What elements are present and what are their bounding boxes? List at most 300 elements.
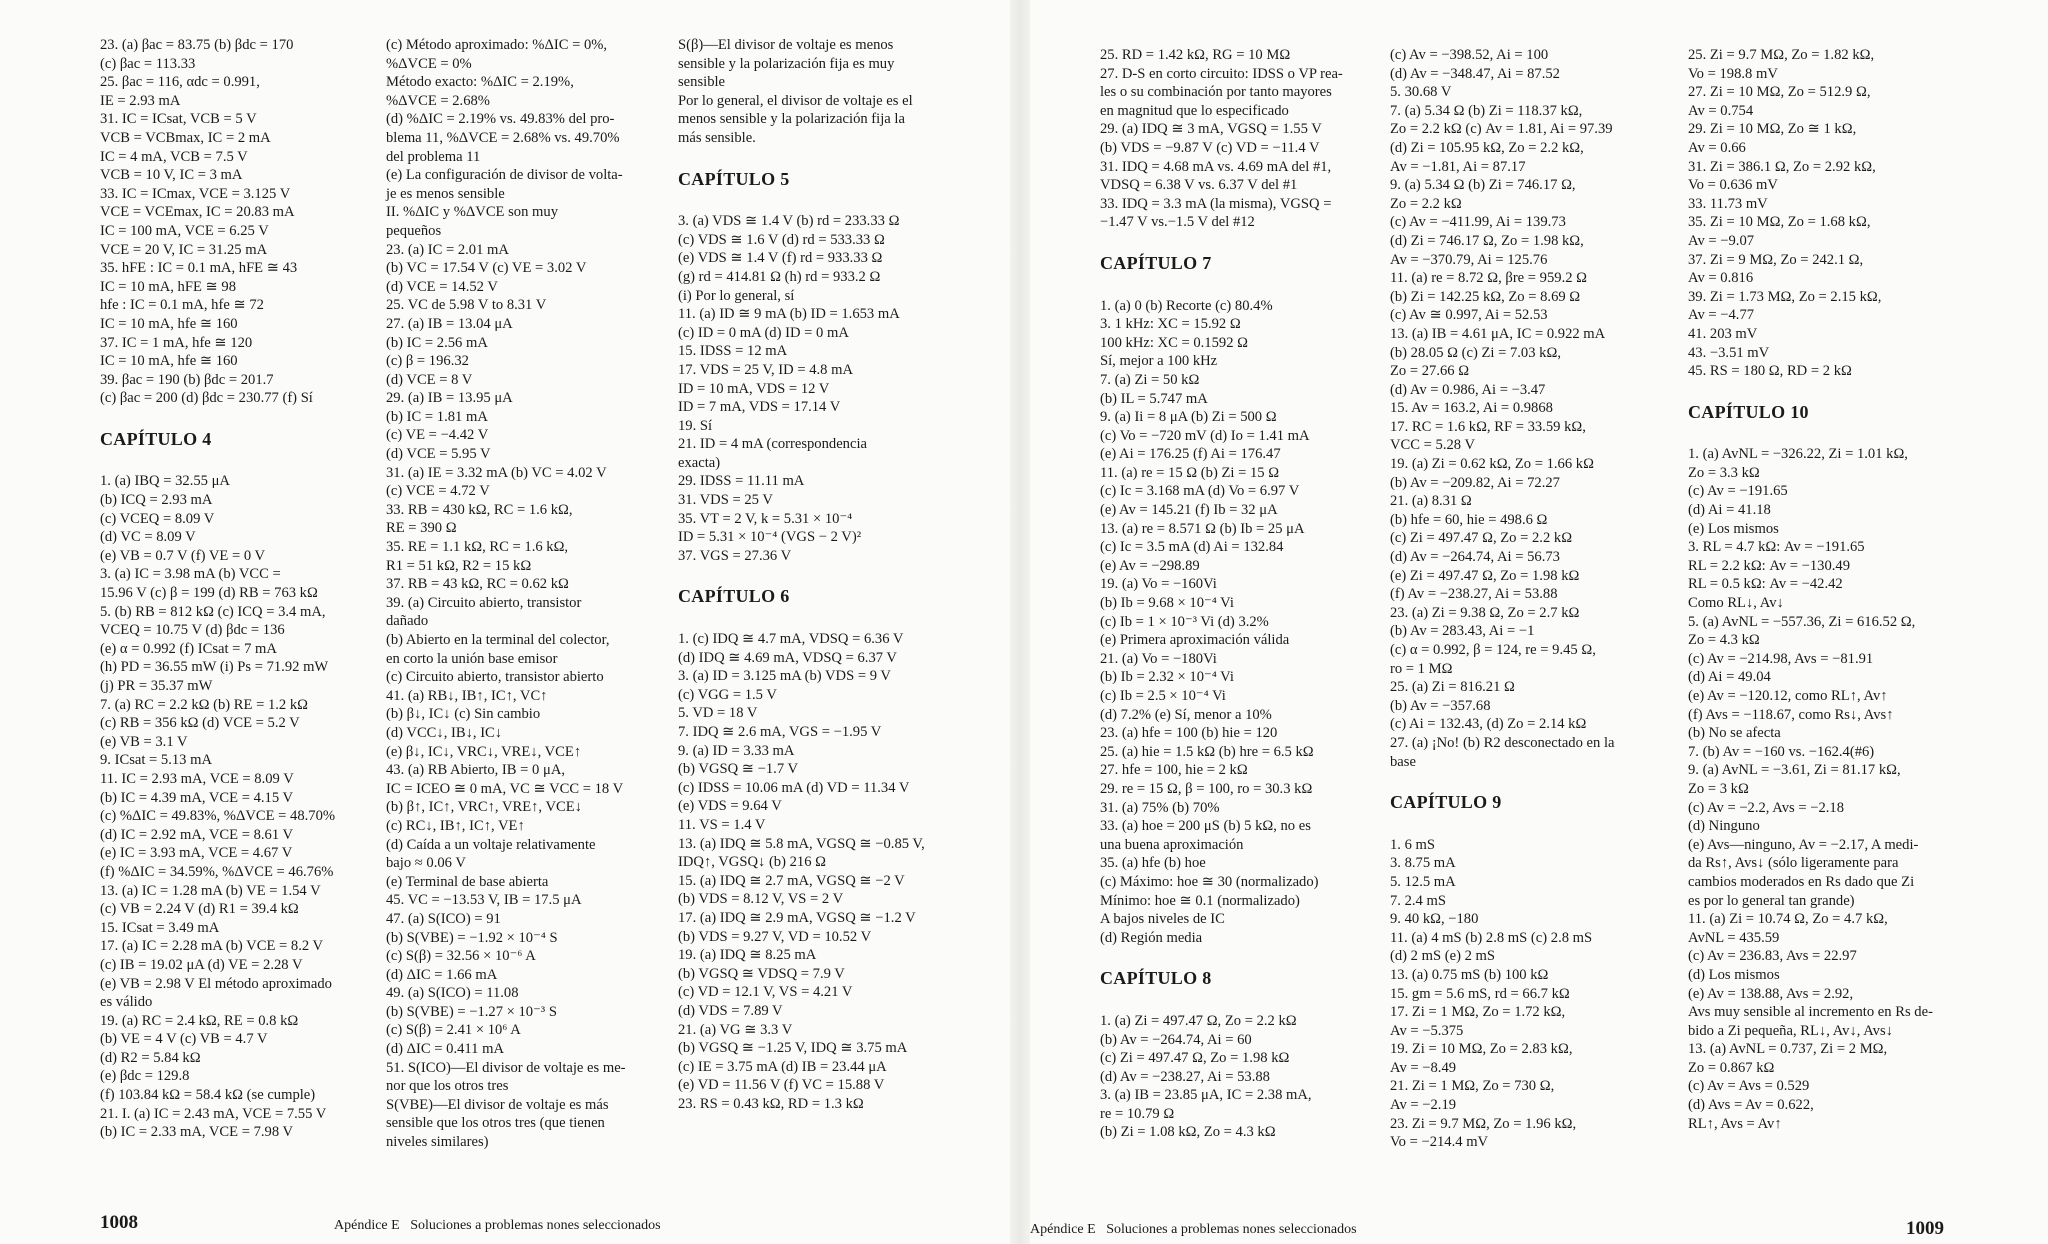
answer-line: (i) Por lo general, sí xyxy=(678,287,795,304)
right-column-3 xyxy=(1688,46,1933,1133)
answer-line: 19. (a) Vo = −160Vi xyxy=(1100,576,1217,593)
answer-line: exacta) xyxy=(678,454,721,471)
answer-line: 5. (a) AvNL = −557.36, Zi = 616.52 Ω, xyxy=(1688,613,1916,630)
answer-line: Vo = 198.8 mV xyxy=(1688,65,1778,82)
answer-line: 1. (c) IDQ ≅ 4.7 mA, VDSQ = 6.36 V xyxy=(678,631,904,648)
answer-line: 3. RL = 4.7 kΩ: Av = −191.65 xyxy=(1688,539,1865,556)
answer-line: (d) Av = −238.27, Ai = 53.88 xyxy=(1100,1068,1270,1085)
answer-line: (f) 103.84 kΩ = 58.4 kΩ (se cumple) xyxy=(100,1087,316,1104)
answer-line: 39. βac = 190 (b) βdc = 201.7 xyxy=(100,371,274,388)
answer-line: (d) %ΔIC = 2.19% vs. 49.83% del pro- xyxy=(386,111,615,128)
answer-line: (b) IC = 2.33 mA, VCE = 7.98 V xyxy=(100,1124,294,1141)
answer-line: 31. (a) 75% (b) 70% xyxy=(1100,799,1220,816)
answer-line: (e) Av = 145.21 (f) Ib = 32 μA xyxy=(1100,502,1278,519)
answer-line: (d) Ninguno xyxy=(1688,818,1760,835)
answer-line: RL = 0.5 kΩ: Av = −42.42 xyxy=(1688,576,1843,593)
answer-line: (c) Ib = 1 × 10⁻³ Vi (d) 3.2% xyxy=(1100,613,1269,630)
answer-line: (c) Av = −191.65 xyxy=(1688,483,1788,500)
answer-line: (e) α = 0.992 (f) ICsat = 7 mA xyxy=(100,640,277,657)
answer-line: IC = 10 mA, hFE ≅ 98 xyxy=(100,278,236,295)
answer-line: 51. S(ICO)—El divisor de voltaje es me- xyxy=(386,1059,626,1076)
answer-line: del problema 11 xyxy=(386,148,481,165)
answer-line: 7. (b) Av = −160 vs. −162.4(#6) xyxy=(1688,743,1875,760)
answer-line: (e) VDS ≅ 1.4 V (f) rd = 933.33 Ω xyxy=(678,250,883,267)
answer-line: (c) VE = −4.42 V xyxy=(386,427,489,444)
answer-line: 3. 8.75 mA xyxy=(1390,855,1456,872)
answer-line: Vo = 0.636 mV xyxy=(1688,177,1778,194)
answer-line: 7. 2.4 mS xyxy=(1390,892,1446,909)
answer-line: 19. (a) RC = 2.4 kΩ, RE = 0.8 kΩ xyxy=(100,1012,299,1029)
answer-line: 31. Zi = 386.1 Ω, Zo = 2.92 kΩ, xyxy=(1688,158,1876,175)
answer-line: 7. (a) RC = 2.2 kΩ (b) RE = 1.2 kΩ xyxy=(100,696,308,713)
answer-line: 37. RB = 43 kΩ, RC = 0.62 kΩ xyxy=(386,576,569,593)
answer-line: (c) VGG = 1.5 V xyxy=(678,686,777,703)
answer-line: (d) Zi = 105.95 kΩ, Zo = 2.2 kΩ, xyxy=(1390,139,1584,156)
answer-line: 11. (a) 4 mS (b) 2.8 mS (c) 2.8 mS xyxy=(1390,929,1593,946)
answer-line: (b) Av = −357.68 xyxy=(1390,697,1491,714)
answer-line: (d) Los mismos xyxy=(1688,966,1780,983)
answer-line: 41. 203 mV xyxy=(1688,325,1758,342)
answer-line: da Rs↑, Avs↓ (sólo ligeramente para xyxy=(1688,855,1899,872)
answer-line: (f) Av = −238.27, Ai = 53.88 xyxy=(1390,586,1558,603)
answer-line: dañado xyxy=(386,613,429,630)
answer-line: 43. (a) RB Abierto, IB = 0 μA, xyxy=(386,762,566,779)
answer-line: (d) IDQ ≅ 4.69 mA, VDSQ = 6.37 V xyxy=(678,649,897,666)
answer-line: (h) PD = 36.55 mW (i) Ps = 71.92 mW xyxy=(100,659,329,676)
answer-line: (b) Av = −264.74, Ai = 60 xyxy=(1100,1031,1252,1048)
answer-lines xyxy=(100,36,335,408)
answer-line: (e) VB = 0.7 V (f) VE = 0 V xyxy=(100,547,266,564)
answer-line: (c) Av = −398.52, Ai = 100 xyxy=(1390,47,1549,63)
answer-line: Zo = 3.3 kΩ xyxy=(1688,464,1760,481)
answer-line: (c) β = 196.32 xyxy=(386,353,469,370)
answer-line: 3. 1 kHz: XC = 15.92 Ω xyxy=(1100,316,1241,333)
answer-line: Av = −1.81, Ai = 87.17 xyxy=(1390,158,1526,175)
answer-line: (g) rd = 414.81 Ω (h) rd = 933.2 Ω xyxy=(678,268,881,285)
left-page xyxy=(0,0,1010,1244)
answer-line: 17. (a) IDQ ≅ 2.9 mA, VGSQ ≅ −1.2 V xyxy=(678,909,916,926)
answer-line: Av = −370.79, Ai = 125.76 xyxy=(1390,251,1548,268)
answer-line: (e) Av = −298.89 xyxy=(1100,557,1200,574)
answer-line: (c) %ΔIC = 49.83%, %ΔVCE = 48.70% xyxy=(100,808,336,825)
answer-line: 31. IDQ = 4.68 mA vs. 4.69 mA del #1, xyxy=(1100,158,1332,175)
answer-lines xyxy=(1100,297,1343,948)
answer-line: Av = 0.66 xyxy=(1688,139,1746,156)
answer-line: (f) Avs = −118.67, como Rs↓, Avs↑ xyxy=(1688,706,1894,723)
answer-line: VCE = VCEmax, IC = 20.83 mA xyxy=(100,204,295,221)
answer-line: 33. 11.73 mV xyxy=(1688,195,1768,212)
answer-line: AvNL = 435.59 xyxy=(1688,929,1780,946)
answer-line: 31. (a) IE = 3.32 mA (b) VC = 4.02 V xyxy=(386,464,607,481)
answer-line: IC = 4 mA, VCB = 7.5 V xyxy=(100,148,248,165)
answer-line: (b) VDS = 8.12 V, VS = 2 V xyxy=(678,891,844,908)
answer-line: (c) S(β) = 2.41 × 10⁶ A xyxy=(386,1022,521,1039)
answer-line: 25. βac = 116, αdc = 0.991, xyxy=(100,74,260,91)
chapter-heading: CAPÍTULO 5 xyxy=(678,168,790,189)
answer-line: (b) VDS = 9.27 V, VD = 10.52 V xyxy=(678,928,872,945)
answer-line: bido a Zi pequeña, RL↓, Av↓, Avs↓ xyxy=(1688,1022,1893,1039)
answer-line: (d) Región media xyxy=(1100,929,1203,946)
answer-line: 15.96 V (c) β = 199 (d) RB = 763 kΩ xyxy=(100,585,318,602)
answer-line: 21. (a) VG ≅ 3.3 V xyxy=(678,1021,793,1038)
answer-line: 23. (a) βac = 83.75 (b) βdc = 170 xyxy=(100,37,294,53)
answer-line: 29. re = 15 Ω, β = 100, ro = 30.3 kΩ xyxy=(1100,780,1313,797)
answer-line: RE = 390 Ω xyxy=(386,520,457,537)
answer-line: II. %ΔIC y %ΔVCE son muy xyxy=(386,204,558,221)
answer-line: les o su combinación por tanto mayores xyxy=(1100,84,1332,101)
answer-line: 13. (a) 0.75 mS (b) 100 kΩ xyxy=(1390,966,1549,983)
answer-line: Por lo general, el divisor de voltaje es el xyxy=(678,92,913,109)
answer-line: (c) VD = 12.1 V, VS = 4.21 V xyxy=(678,984,853,1001)
answer-line: (d) Ai = 41.18 xyxy=(1688,502,1771,519)
answer-line: (d) Av = −348.47, Ai = 87.52 xyxy=(1390,65,1560,82)
answer-line: 45. RS = 180 Ω, RD = 2 kΩ xyxy=(1688,363,1852,380)
answer-line: 23. (a) IC = 2.01 mA xyxy=(386,241,509,258)
answer-line: Av = −5.375 xyxy=(1390,1022,1464,1039)
answer-line: base xyxy=(1390,753,1416,770)
answer-line: es por lo general tan grande) xyxy=(1688,892,1855,909)
answer-line: 35. Zi = 10 MΩ, Zo = 1.68 kΩ, xyxy=(1688,214,1871,231)
right-page xyxy=(1030,0,2048,1244)
answer-line: (d) Av = 0.986, Ai = −3.47 xyxy=(1390,381,1546,398)
answer-lines xyxy=(100,472,335,1141)
answer-lines xyxy=(1390,836,1615,1152)
answer-line: 7. (a) Zi = 50 kΩ xyxy=(1100,371,1200,388)
answer-line: 27. D-S en corto circuito: IDSS o VP rea- xyxy=(1100,65,1343,82)
answer-line: ID = 5.31 × 10⁻⁴ (VGS − 2 V)² xyxy=(678,529,862,546)
answer-line: je es menos sensible xyxy=(386,185,505,202)
answer-line: 33. RB = 430 kΩ, RC = 1.6 kΩ, xyxy=(386,501,573,518)
answer-line: (d) VCE = 14.52 V xyxy=(386,278,498,295)
answer-line: 25. (a) hie = 1.5 kΩ (b) hre = 6.5 kΩ xyxy=(1100,743,1314,760)
answer-line: (b) hfe = 60, hie = 498.6 Ω xyxy=(1390,511,1548,528)
chapter-heading: CAPÍTULO 8 xyxy=(1100,968,1212,989)
answer-line: (c) VCE = 4.72 V xyxy=(386,483,490,500)
answer-line: (b) No se afecta xyxy=(1688,725,1781,742)
answer-line: (c) Av = −2.2, Avs = −2.18 xyxy=(1688,799,1845,816)
answer-line: Zo = 2.2 kΩ xyxy=(1390,195,1462,212)
answer-line: 41. (a) RB↓, IB↑, IC↑, VC↑ xyxy=(386,687,548,704)
answer-lines xyxy=(1100,1012,1343,1142)
answer-line: sensible xyxy=(678,74,726,91)
answer-line: (c) Av = −411.99, Ai = 139.73 xyxy=(1390,214,1566,231)
answer-line: (b) ICQ = 2.93 mA xyxy=(100,492,213,509)
answer-line: (c) ID = 0 mA (d) ID = 0 mA xyxy=(678,324,849,341)
answer-line: (b) β↑, IC↑, VRC↑, VRE↑, VCE↓ xyxy=(386,799,582,816)
answer-line: 11. (a) re = 8.72 Ω, βre = 959.2 Ω xyxy=(1390,270,1588,287)
answer-line: 19. Zi = 10 MΩ, Zo = 2.83 kΩ, xyxy=(1390,1041,1573,1058)
answer-line: (e) VD = 11.56 V (f) VC = 15.88 V xyxy=(678,1077,885,1094)
answer-line: pequeños xyxy=(386,222,442,239)
answer-line: (b) Zi = 142.25 kΩ, Zo = 8.69 Ω xyxy=(1390,288,1581,305)
answer-line: 25. (a) Zi = 816.21 Ω xyxy=(1390,679,1515,696)
answer-line: 13. (a) IC = 1.28 mA (b) VE = 1.54 V xyxy=(100,882,321,899)
answer-line: 21. ID = 4 mA (correspondencia xyxy=(678,436,867,453)
answer-line: IE = 2.93 mA xyxy=(100,92,181,109)
answer-line: (e) VB = 3.1 V xyxy=(100,733,188,750)
answer-line: (c) S(β) = 32.56 × 10⁻⁶ A xyxy=(386,948,536,965)
answer-line: 9. (a) ID = 3.33 mA xyxy=(678,742,795,759)
page-number: 1008 xyxy=(100,1212,138,1233)
answer-line: hfe : IC = 0.1 mA, hfe ≅ 72 xyxy=(100,297,264,314)
chapter-heading: CAPÍTULO 4 xyxy=(100,428,212,449)
answer-line: Zo = 3 kΩ xyxy=(1688,780,1749,797)
answer-line: 27. hfe = 100, hie = 2 kΩ xyxy=(1100,762,1248,779)
answer-line: IC = ICEO ≅ 0 mA, VC ≅ VCC = 18 V xyxy=(386,780,624,797)
answer-line: R1 = 51 kΩ, R2 = 15 kΩ xyxy=(386,557,532,574)
running-footer: Apéndice E Soluciones a problemas nones seleccionados xyxy=(1030,1222,1357,1237)
answer-line: (c) RC↓, IB↑, IC↑, VE↑ xyxy=(386,817,525,834)
answer-line: (c) RB = 356 kΩ (d) VCE = 5.2 V xyxy=(100,715,300,732)
answer-line: (d) Ai = 49.04 xyxy=(1688,669,1771,686)
answer-lines xyxy=(1688,46,1933,381)
answer-line: 5. 12.5 mA xyxy=(1390,873,1456,890)
answer-line: (c) IE = 3.75 mA (d) IB = 23.44 μA xyxy=(678,1058,887,1075)
chapter-heading: CAPÍTULO 9 xyxy=(1390,792,1502,813)
answer-line: 33. IDQ = 3.3 mA (la misma), VGSQ = xyxy=(1100,195,1332,212)
answer-line: Av = −8.49 xyxy=(1390,1059,1457,1076)
answer-line: (d) Zi = 746.17 Ω, Zo = 1.98 kΩ, xyxy=(1390,232,1584,249)
answer-lines xyxy=(678,630,925,1113)
left-column-1 xyxy=(100,36,335,1142)
answer-line: 11. (a) ID ≅ 9 mA (b) ID = 1.653 mA xyxy=(678,306,900,323)
answer-line: 19. (a) IDQ ≅ 8.25 mA xyxy=(678,947,817,964)
answer-line: (e) Terminal de base abierta xyxy=(386,873,549,890)
answer-line: (d) VC = 8.09 V xyxy=(100,529,196,546)
answer-line: 3. (a) VDS ≅ 1.4 V (b) rd = 233.33 Ω xyxy=(678,213,900,230)
answer-line: VCB = 10 V, IC = 3 mA xyxy=(100,167,243,184)
answer-line: IC = 100 mA, VCE = 6.25 V xyxy=(100,222,269,239)
answer-line: (c) α = 0.992, β = 124, re = 9.45 Ω, xyxy=(1390,642,1596,658)
answer-line: (c) Ai = 132.43, (d) Zo = 2.14 kΩ xyxy=(1390,716,1587,733)
answer-line: 1. (a) IBQ = 32.55 μA xyxy=(100,473,230,490)
answer-line: (b) S(VBE) = −1.92 × 10⁻⁴ S xyxy=(386,929,558,946)
answer-line: (e) Avs—ninguno, Av = −2.17, A medi- xyxy=(1688,836,1919,853)
answer-lines xyxy=(1390,46,1615,771)
answer-line: VCC = 5.28 V xyxy=(1390,437,1475,454)
answer-line: (e) β↓, IC↓, VRC↓, VRE↓, VCE↑ xyxy=(386,743,582,760)
answer-line: (b) IL = 5.747 mA xyxy=(1100,390,1208,407)
answer-line: una buena aproximación xyxy=(1100,836,1244,853)
answer-line: VCE = 20 V, IC = 31.25 mA xyxy=(100,241,268,258)
answer-line: 35. VT = 2 V, k = 5.31 × 10⁻⁴ xyxy=(678,510,853,527)
page-number: 1009 xyxy=(1906,1218,1944,1239)
answer-line: (c) Vo = −720 mV (d) Io = 1.41 mA xyxy=(1100,427,1310,444)
answer-line: cambios moderados en Rs dado que Zi xyxy=(1688,873,1915,890)
answer-line: 100 kHz: XC = 0.1592 Ω xyxy=(1100,334,1248,351)
answer-line: (e) Av = −120.12, como RL↑, Av↑ xyxy=(1688,688,1888,704)
answer-line: (d) Avs = Av = 0.622, xyxy=(1688,1097,1814,1114)
answer-line: (c) Ic = 3.5 mA (d) Ai = 132.84 xyxy=(1100,539,1284,556)
answer-line: niveles similares) xyxy=(386,1134,489,1151)
answer-line: 1. (a) 0 (b) Recorte (c) 80.4% xyxy=(1100,297,1273,314)
answer-line: ID = 10 mA, VDS = 12 V xyxy=(678,380,830,397)
answer-line: Mínimo: hoe ≅ 0.1 (normalizado) xyxy=(1100,892,1300,909)
answer-line: (e) Primera aproximación válida xyxy=(1100,632,1290,649)
answer-line: 17. (a) IC = 2.28 mA (b) VCE = 8.2 V xyxy=(100,938,324,955)
answer-line: (b) IC = 1.81 mA xyxy=(386,408,488,425)
answer-line: (b) Ib = 2.32 × 10⁻⁴ Vi xyxy=(1100,669,1234,686)
answer-line: 37. IC = 1 mA, hfe ≅ 120 xyxy=(100,334,253,351)
answer-line: (c) Ic = 3.168 mA (d) Vo = 6.97 V xyxy=(1100,483,1300,500)
answer-line: 39. (a) Circuito abierto, transistor xyxy=(386,594,582,611)
answer-line: (c) Máximo: hoe ≅ 30 (normalizado) xyxy=(1100,873,1319,890)
answer-line: RL = 2.2 kΩ: Av = −130.49 xyxy=(1688,557,1851,574)
answer-line: 11. IC = 2.93 mA, VCE = 8.09 V xyxy=(100,770,294,787)
right-column-2 xyxy=(1390,46,1615,1152)
page-gutter xyxy=(1010,0,1030,1244)
answer-line: (d) ΔIC = 1.66 mA xyxy=(386,966,498,983)
answer-line: (c) Método aproximado: %ΔIC = 0%, xyxy=(386,37,608,53)
answer-line: 17. Zi = 1 MΩ, Zo = 1.72 kΩ, xyxy=(1390,1004,1566,1021)
answer-line: VCEQ = 10.75 V (d) βdc = 136 xyxy=(100,622,285,639)
answer-line: 29. Zi = 10 MΩ, Zo ≅ 1 kΩ, xyxy=(1688,121,1857,138)
answer-line: 35. RE = 1.1 kΩ, RC = 1.6 kΩ, xyxy=(386,539,569,556)
answer-line: 15. IDSS = 12 mA xyxy=(678,343,788,360)
answer-line: Método exacto: %ΔIC = 2.19%, xyxy=(386,74,574,91)
answer-line: 1. (a) AvNL = −326.22, Zi = 1.01 kΩ, xyxy=(1688,446,1908,463)
answer-line: 9. 40 kΩ, −180 xyxy=(1390,911,1479,928)
answer-line: 29. (a) IB = 13.95 μA xyxy=(386,390,513,407)
answer-line: (j) PR = 35.37 mW xyxy=(100,678,213,694)
answer-line: (b) VGSQ ≅ −1.25 V, IDQ ≅ 3.75 mA xyxy=(678,1040,908,1057)
answer-line: 33. IC = ICmax, VCE = 3.125 V xyxy=(100,185,291,202)
answer-line: Zo = 4.3 kΩ xyxy=(1688,632,1760,649)
answer-line: 13. (a) AvNL = 0.737, Zi = 2 MΩ, xyxy=(1688,1041,1888,1058)
answer-line: 3. (a) ID = 3.125 mA (b) VDS = 9 V xyxy=(678,668,891,685)
answer-line: (c) Av ≅ 0.997, Ai = 52.53 xyxy=(1390,307,1548,324)
answer-line: (e) La configuración de divisor de volta- xyxy=(386,167,623,184)
answer-line: 29. (a) IDQ ≅ 3 mA, VGSQ = 1.55 V xyxy=(1100,121,1322,138)
answer-line: (d) VDS = 7.89 V xyxy=(678,1002,783,1019)
answer-line: IC = 10 mA, hfe ≅ 160 xyxy=(100,315,238,332)
answer-line: (e) IC = 3.93 mA, VCE = 4.67 V xyxy=(100,845,293,862)
answer-line: 17. RC = 1.6 kΩ, RF = 33.59 kΩ, xyxy=(1390,418,1586,435)
answer-line: 25. VC de 5.98 V to 8.31 V xyxy=(386,297,547,314)
answer-line: (e) Zi = 497.47 Ω, Zo = 1.98 kΩ xyxy=(1390,567,1580,584)
answer-line: 11. (a) re = 15 Ω (b) Zi = 15 Ω xyxy=(1100,464,1280,481)
answer-line: 35. (a) hfe (b) hoe xyxy=(1100,855,1206,872)
answer-line: (f) %ΔIC = 34.59%, %ΔVCE = 46.76% xyxy=(100,863,334,880)
answer-line: (b) VC = 17.54 V (c) VE = 3.02 V xyxy=(386,260,587,277)
chapter-heading: CAPÍTULO 7 xyxy=(1100,252,1212,273)
answer-line: 49. (a) S(ICO) = 11.08 xyxy=(386,985,519,1002)
answer-line: 23. (a) Zi = 9.38 Ω, Zo = 2.7 kΩ xyxy=(1390,604,1580,621)
answer-lines xyxy=(1100,46,1343,232)
answer-line: (c) Circuito abierto, transistor abierto xyxy=(386,669,604,686)
answer-line: (d) VCE = 8 V xyxy=(386,371,473,388)
answer-line: (b) VE = 4 V (c) VB = 4.7 V xyxy=(100,1031,268,1048)
answer-line: 13. (a) re = 8.571 Ω (b) Ib = 25 μA xyxy=(1100,520,1305,537)
answer-line: (d) ΔIC = 0.411 mA xyxy=(386,1041,505,1058)
answer-line: RL↑, Avs = Av↑ xyxy=(1688,1115,1782,1132)
answer-line: 45. VC = −13.53 V, IB = 17.5 μA xyxy=(386,892,582,909)
answer-line: VDSQ = 6.38 V vs. 6.37 V del #1 xyxy=(1100,177,1298,194)
answer-line: (c) IB = 19.02 μA (d) VE = 2.28 V xyxy=(100,956,303,973)
answer-line: 5. 30.68 V xyxy=(1390,84,1452,101)
answer-line: (b) IC = 2.56 mA xyxy=(386,334,488,351)
answer-line: 39. Zi = 1.73 MΩ, Zo = 2.15 kΩ, xyxy=(1688,288,1882,305)
answer-line: (d) Caída a un voltaje relativamente xyxy=(386,836,596,853)
answer-line: 31. IC = ICsat, VCB = 5 V xyxy=(100,111,257,128)
answer-line: es válido xyxy=(100,994,153,1011)
left-column-3 xyxy=(678,36,925,1113)
answer-line: (b) Abierto en la terminal del colector, xyxy=(386,632,610,648)
answer-line: IC = 10 mA, hfe ≅ 160 xyxy=(100,353,238,370)
answer-line: ro = 1 MΩ xyxy=(1390,660,1453,677)
answer-lines xyxy=(386,36,626,1152)
answer-line: 15. ICsat = 3.49 mA xyxy=(100,919,220,936)
answer-line: Zo = 0.867 kΩ xyxy=(1688,1059,1775,1076)
answer-line: 31. VDS = 25 V xyxy=(678,492,773,509)
answer-line: Zo = 27.66 Ω xyxy=(1390,363,1470,380)
answer-line: Zo = 2.2 kΩ (c) Av = 1.81, Ai = 97.39 xyxy=(1390,121,1613,138)
answer-line: (d) Av = −264.74, Ai = 56.73 xyxy=(1390,549,1560,566)
answer-line: (b) VGSQ ≅ VDSQ = 7.9 V xyxy=(678,965,845,982)
answer-line: (d) 7.2% (e) Sí, menor a 10% xyxy=(1100,706,1272,723)
answer-line: 11. (a) Zi = 10.74 Ω, Zo = 4.7 kΩ, xyxy=(1688,911,1888,928)
answer-line: menos sensible y la polarización fija la xyxy=(678,111,905,128)
answer-line: 27. Zi = 10 MΩ, Zo = 512.9 Ω, xyxy=(1688,84,1871,101)
answer-line: (c) Av = −214.98, Avs = −81.91 xyxy=(1688,650,1874,667)
answer-line: (c) VCEQ = 8.09 V xyxy=(100,510,215,527)
answer-line: (b) 28.05 Ω (c) Zi = 7.03 kΩ, xyxy=(1390,344,1561,361)
answer-line: 37. VGS = 27.36 V xyxy=(678,547,792,564)
answer-line: (b) VDS = −9.87 V (c) VD = −11.4 V xyxy=(1100,139,1320,156)
answer-line: más sensible. xyxy=(678,129,756,146)
answer-line: 19. Sí xyxy=(678,417,713,434)
answer-line: 1. 6 mS xyxy=(1390,836,1436,853)
answer-line: S(VBE)—El divisor de voltaje es más xyxy=(386,1096,609,1113)
answer-line: 13. (a) IB = 4.61 μA, IC = 0.922 mA xyxy=(1390,325,1606,342)
running-footer: Apéndice E Soluciones a problemas nones seleccionados xyxy=(334,1218,661,1233)
answer-line: (d) 2 mS (e) 2 mS xyxy=(1390,948,1495,965)
answer-line: Av = 0.816 xyxy=(1688,270,1754,287)
answer-line: 11. VS = 1.4 V xyxy=(678,816,766,833)
answer-line: (c) Zi = 497.47 Ω, Zo = 2.2 kΩ xyxy=(1390,530,1573,547)
answer-line: (b) IC = 4.39 mA, VCE = 4.15 V xyxy=(100,789,294,806)
answer-line: 13. (a) IDQ ≅ 5.8 mA, VGSQ ≅ −0.85 V, xyxy=(678,835,925,852)
answer-line: (e) Los mismos xyxy=(1688,520,1779,537)
answer-line: Av = −9.07 xyxy=(1688,232,1755,249)
answer-line: 21. I. (a) IC = 2.43 mA, VCE = 7.55 V xyxy=(100,1105,327,1122)
answer-line: (e) VB = 2.98 V El método aproximado xyxy=(100,975,332,992)
answer-line: 43. −3.51 mV xyxy=(1688,344,1770,361)
answer-line: 9. (a) Ii = 8 μA (b) Zi = 500 Ω xyxy=(1100,409,1277,426)
answer-line: bajo ≈ 0.06 V xyxy=(386,855,466,872)
answer-line: (b) Av = 283.43, Ai = −1 xyxy=(1390,623,1535,640)
chapter-heading: CAPÍTULO 6 xyxy=(678,586,790,607)
answer-line: (b) S(VBE) = −1.27 × 10⁻³ S xyxy=(386,1003,557,1020)
left-column-2 xyxy=(386,36,626,1152)
answer-line: 9. (a) AvNL = −3.61, Zi = 81.17 kΩ, xyxy=(1688,762,1901,779)
answer-line: 9. ICsat = 5.13 mA xyxy=(100,752,213,769)
answer-line: 15. gm = 5.6 mS, rd = 66.7 kΩ xyxy=(1390,985,1570,1002)
answer-line: S(β)—El divisor de voltaje es menos xyxy=(678,37,894,53)
answer-line: (c) VB = 2.24 V (d) R1 = 39.4 kΩ xyxy=(100,901,299,918)
answer-line: Av = −2.19 xyxy=(1390,1097,1457,1114)
answer-line: 23. Zi = 9.7 MΩ, Zo = 1.96 kΩ, xyxy=(1390,1115,1577,1132)
answer-line: (d) R2 = 5.84 kΩ xyxy=(100,1049,201,1066)
answer-line: (b) VGSQ ≅ −1.7 V xyxy=(678,761,799,778)
answer-line: 7. (a) 5.34 Ω (b) Zi = 118.37 kΩ, xyxy=(1390,102,1583,119)
answer-line: (c) IDSS = 10.06 mA (d) VD = 11.34 V xyxy=(678,779,910,796)
answer-line: (e) Ai = 176.25 (f) Ai = 176.47 xyxy=(1100,446,1281,463)
answer-lines xyxy=(678,36,925,148)
chapter-heading: CAPÍTULO 10 xyxy=(1688,401,1809,422)
answer-line: 23. (a) hfe = 100 (b) hie = 120 xyxy=(1100,725,1278,742)
answer-line: 5. (b) RB = 812 kΩ (c) ICQ = 3.4 mA, xyxy=(100,603,326,620)
